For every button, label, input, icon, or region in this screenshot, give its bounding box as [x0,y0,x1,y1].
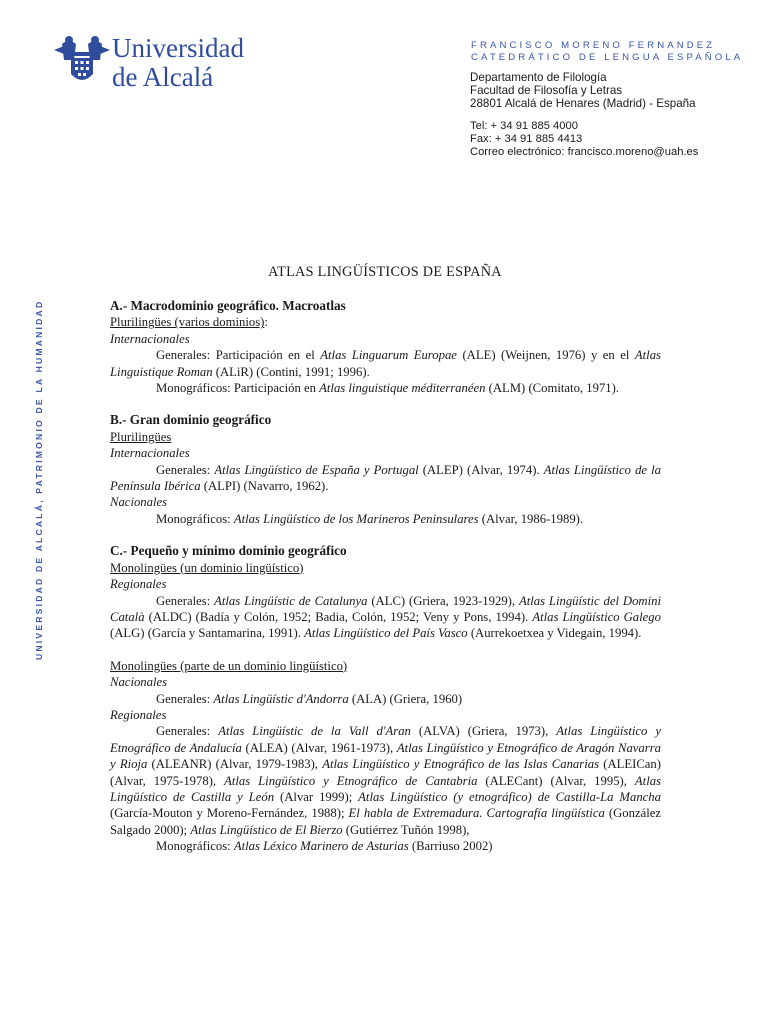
c-g-rest4: (ALEICan) (Alvar, 1975-1978), [110,757,661,788]
author-position: CATEDRÁTICO DE LENGUA ESPAÑOLA [471,52,744,63]
c-r1-title4: Atlas Lingüístico del País Vasco [304,626,468,641]
section-c-regionales-generales [110,593,661,642]
b-gen-prefix: Generales: [156,462,215,477]
c-g-title2: Atlas Lingüístico y Etnográfico de Andalucía [110,724,661,755]
section-b-scope1: Internacionales [110,446,190,461]
section-c-nacionales-generales [110,691,661,707]
c-g-rest8: (González Salgado 2000); [110,806,661,837]
c-r1-rest4: (Aurrekoetxea y Videgain, 1994). [467,626,642,641]
author-name: FRANCISCO MORENO FERNANDEZ [471,40,716,51]
section-c-scope1: Regionales [110,577,167,592]
section-b-sub: Plurilingües [110,429,172,444]
phone: Tel: + 34 91 885 4000 [470,120,578,132]
c-g-rest1: (ALVA) (Griera, 1973), [410,724,557,739]
c-g-title7: Atlas Lingüístico (y etnográfico) de Castilla-La Mancha [358,789,661,804]
postal-address: 28801 Alcalá de Henares (Madrid) - España [470,97,696,111]
section-c-scope2: Nacionales [110,675,168,690]
section-a-sub-text: Plurilingües (varios dominios) [110,315,265,330]
email: Correo electrónico: francisco.moreno@uah.es [470,146,699,158]
university-name [112,34,244,92]
a-mono-prefix: Monográficos: Participación en [156,381,320,396]
c-n-prefix: Generales: [156,691,214,706]
c-r1-title2: Atlas Lingüístic del Domini Català [110,593,661,624]
c-m-title1: Atlas Léxico Marinero de Asturias [233,839,409,854]
b-gen-title2: Atlas Lingüístico de la Península Ibérica [110,462,661,494]
a-mono-rest1: (ALM) (Comitato, 1971). [485,381,620,396]
a-gen-rest1: (ALE) (Weijnen, 1976) y en el [456,348,635,363]
section-a-sub-colon: : [264,315,268,330]
section-b-heading: B.- Gran dominio geográfico [110,412,272,428]
section-a-generales [110,347,661,380]
c-g-rest7: (García-Mouton y Moreno-Fernández, 1988); [110,806,349,821]
c-r1-prefix: Generales: [156,593,215,608]
b-gen-rest1: (ALEP) (Alvar, 1974). [418,462,544,477]
section-a-sub [110,314,661,330]
university-name-line1: Universidad [112,33,244,63]
c-g-rest2: (ALEA) (Alvar, 1961-1973), [241,740,397,755]
c-n-rest1: (ALA) (Griera, 1960) [348,691,463,706]
section-b-generales [110,462,661,495]
university-name-line2: de Alcalá [112,62,214,92]
c-g-title5: Atlas Lingüístico y Etnográfico de Cantabria [224,773,478,788]
section-c-heading: C.- Pequeño y mínimo dominio geográfico [110,543,347,559]
section-c-scope3: Regionales [110,707,167,722]
b-gen-title1: Atlas Lingüístico de España y Portugal [214,462,419,477]
b-gen-rest2: (ALPI) (Navarro, 1962). [200,479,329,494]
c-g-title4: Atlas Lingüístico y Etnográfico de las Islas Canarias [322,757,600,772]
section-a-monograficos [110,380,661,396]
section-c-monograficos [110,838,661,854]
sidebar-vertical-text: UNIVERSIDAD DE ALCALÁ, PATRIMONIO DE LA HUMANIDAD [34,299,44,660]
c-g-rest3: (ALEANR) (Alvar, 1979-1983), [147,757,323,772]
a-mono-title1: Atlas linguistique méditerranéen [319,381,486,396]
c-m-rest1: (Barriuso 2002) [408,839,493,854]
section-b-scope2: Nacionales [110,495,168,510]
section-b-monograficos [110,511,661,527]
c-g-rest9: (Gutiérrez Tuñón 1998), [342,822,470,837]
document-title: ATLAS LINGÜÍSTICOS DE ESPAÑA [268,264,502,280]
c-r1-rest1: (ALC) (Griera, 1923-1929), [367,593,519,608]
author-block [471,40,743,64]
c-g-title8: El habla de Extremadura. Cartografía lingüística [348,806,605,821]
department: Departamento de Filología [470,71,607,84]
section-a-heading: A.- Macrodominio geográfico. Macroatlas [110,298,346,313]
a-gen-title1: Atlas Linguarum Europae [320,348,457,363]
c-g-title6: Atlas Lingüístico de Castilla y León [110,773,662,804]
section-a-scope: Internacionales [110,331,190,346]
fax: Fax: + 34 91 885 4413 [470,133,583,145]
c-g-title1: Atlas Lingüístic de la Vall d'Aran [218,724,411,739]
b-mono-prefix: Monográficos: [156,511,234,526]
faculty: Facultad de Filosofía y Letras [470,84,623,98]
c-r1-title1: Atlas Lingüístic de Catalunya [214,593,368,608]
a-gen-title2: Atlas Linguistique Roman [110,348,661,379]
contact-block [470,120,698,159]
c-m-prefix: Monográficos: [156,839,234,854]
b-mono-title1: Atlas Lingüístico de los Marineros Peninsulares [233,511,479,526]
a-gen-prefix: Generales: Participación en el [156,348,321,363]
c-g-prefix: Generales: [156,724,219,739]
c-g-rest5: (ALECant) (Alvar, 1995), [477,773,635,788]
a-gen-rest2: (ALiR) (Contini, 1991; 1996). [212,364,370,379]
address-block [470,71,696,111]
c-g-rest6: (Alvar 1999); [274,789,359,804]
c-n-title1: Atlas Lingüístic d'Andorra [213,691,349,706]
section-c-regionales-generales-2 [110,723,661,838]
document-body [110,298,661,855]
section-c-sub1: Monolingües (un dominio lingüístico) [110,560,304,575]
c-g-title3: Atlas Lingüístico y Etnográfico de Aragón Navarra y Rioja [110,740,661,772]
c-r1-rest3: (ALG) (García y Santamarina, 1991). [110,626,305,641]
c-g-title9: Atlas Lingüístico de El Bierzo [190,822,343,837]
section-c-sub2: Monolingües (parte de un dominio lingüístico) [110,658,348,673]
c-r1-title3: Atlas Lingüístico Galego [532,609,661,624]
b-mono-rest1: (Alvar, 1986-1989). [478,511,584,526]
c-r1-rest2: (ALDC) (Badía y Colón, 1952; Badia, Colón, 1952; Veny y Pons, 1994). [144,609,533,624]
